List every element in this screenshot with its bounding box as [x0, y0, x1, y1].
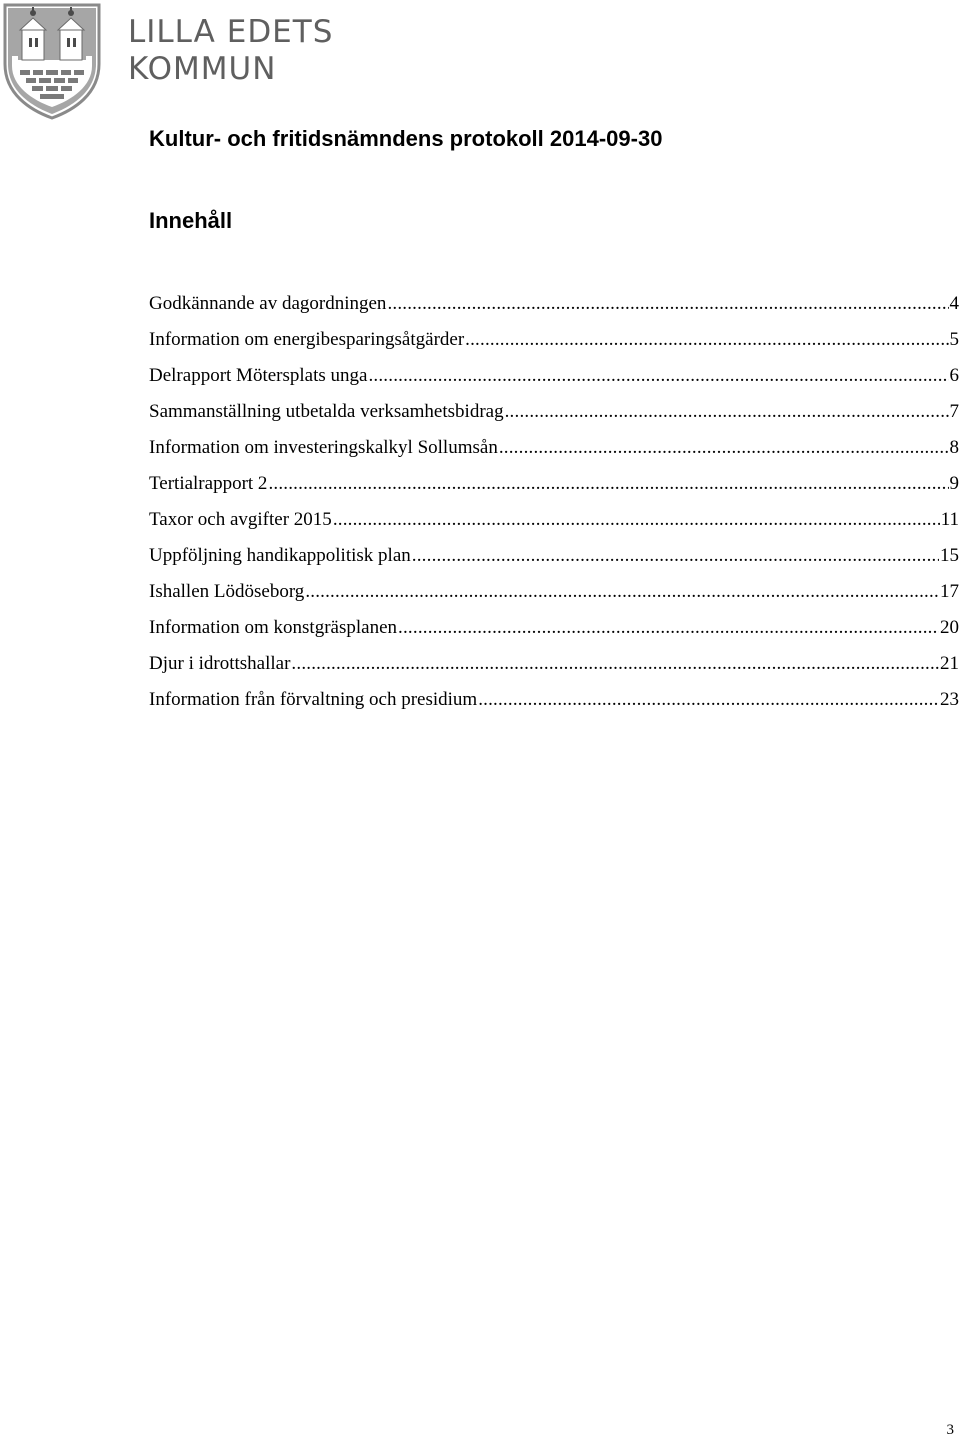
toc-heading: Innehåll	[149, 208, 233, 233]
toc-entry-label: Ishallen Lödöseborg	[149, 581, 305, 602]
toc-entry-label: Taxor och avgifter 2015	[149, 509, 332, 530]
toc-leader-dots	[387, 290, 948, 318]
toc-entry-page: 7	[949, 401, 959, 422]
toc-entry-label: Information om investeringskalkyl Sollumsån	[149, 437, 498, 458]
toc-entry-page: 15	[940, 545, 959, 566]
toc-entry-page: 11	[940, 509, 959, 530]
toc-entry-label: Information från förvaltning och presidium	[149, 689, 478, 710]
toc-leader-dots	[333, 506, 940, 534]
toc-entry[interactable]	[149, 614, 959, 650]
toc-leader-dots	[268, 470, 948, 498]
toc-entry[interactable]	[149, 362, 959, 398]
toc-entry-page: 21	[940, 653, 959, 674]
toc-entry-label: Sammanställning utbetalda verksamhetsbidrag	[149, 401, 504, 422]
municipal-coat-of-arms-icon	[2, 2, 102, 120]
toc-entry[interactable]	[149, 506, 959, 542]
municipality-name-line2: KOMMUN	[128, 51, 277, 87]
toc-entry-page: 5	[949, 329, 959, 350]
toc-entry-page: 6	[949, 365, 959, 386]
page-number: 3	[946, 1422, 954, 1438]
toc-entry-label: Uppföljning handikappolitisk plan	[149, 545, 411, 566]
toc-leader-dots	[505, 398, 949, 426]
toc-entry-label: Djur i idrottshallar	[149, 653, 291, 674]
toc-entry-page: 23	[940, 689, 959, 710]
toc-entry-label: Delrapport Mötersplats unga	[149, 365, 368, 386]
toc-leader-dots	[412, 542, 939, 570]
toc-entry[interactable]	[149, 434, 959, 470]
toc-entry[interactable]	[149, 650, 959, 686]
toc-entry-page: 4	[949, 293, 959, 314]
toc-entry[interactable]	[149, 398, 959, 434]
toc-entry-label: Information om konstgräsplanen	[149, 617, 398, 638]
toc-entry-page: 9	[949, 473, 959, 494]
toc-leader-dots	[368, 362, 948, 390]
toc-leader-dots	[398, 614, 939, 642]
municipality-name-line1: LILLA EDETS	[128, 14, 334, 50]
municipality-wordmark	[128, 14, 333, 88]
toc-entry-page: 20	[940, 617, 959, 638]
document-title: Kultur- och fritidsnämndens protokoll 2014-09-30	[149, 126, 663, 151]
table-of-contents	[149, 290, 959, 722]
toc-entry[interactable]	[149, 290, 959, 326]
toc-entry[interactable]	[149, 578, 959, 614]
toc-entry-label: Tertialrapport 2	[149, 473, 268, 494]
toc-entry-label: Information om energibesparingsåtgärder	[149, 329, 465, 350]
toc-entry[interactable]	[149, 326, 959, 362]
toc-leader-dots	[465, 326, 948, 354]
toc-entry[interactable]	[149, 542, 959, 578]
toc-entry-label: Godkännande av dagordningen	[149, 293, 387, 314]
toc-entry-page: 17	[940, 581, 959, 602]
toc-leader-dots	[291, 650, 939, 678]
toc-leader-dots	[499, 434, 949, 462]
toc-entry[interactable]	[149, 470, 959, 506]
toc-entry-page: 8	[949, 437, 959, 458]
toc-entry[interactable]	[149, 686, 959, 722]
toc-leader-dots	[305, 578, 939, 606]
toc-leader-dots	[478, 686, 939, 714]
